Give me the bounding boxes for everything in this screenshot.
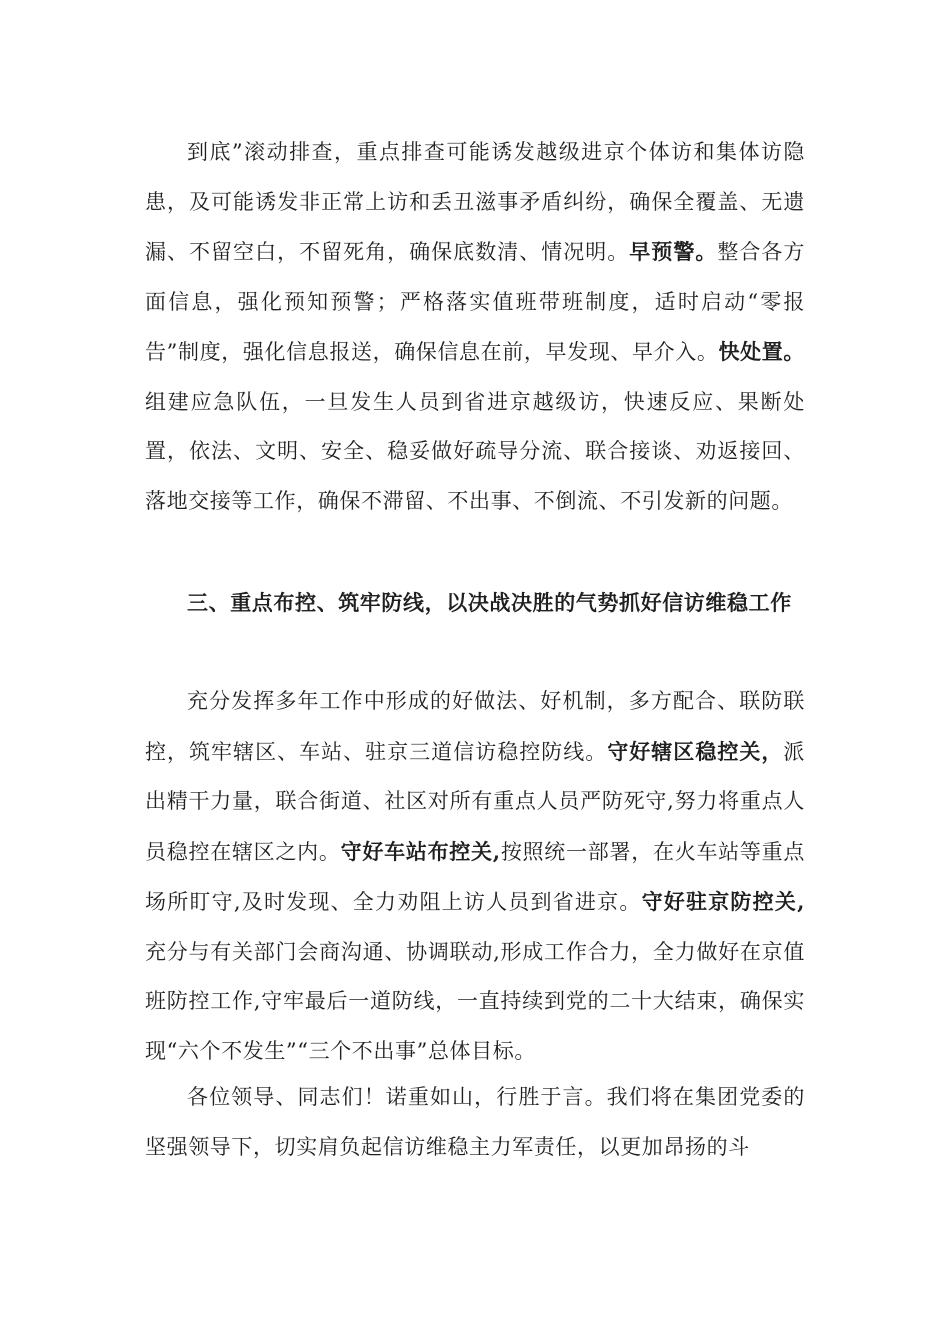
- bold-lead-fast-response: 快处置。: [718, 339, 805, 364]
- paragraph-text: 充分发挥多年工作中形成的好做法、好机制，多方配合、联防联控，筑牢辖区、车站、驻京三道信访稳控防线。: [145, 689, 805, 764]
- bold-lead-beijing: 守好驻京防控关,: [641, 889, 805, 914]
- paragraph-early-warning: [145, 128, 805, 526]
- paragraph-closing: 各位领导、同志们！诺重如山，行胜于言。我们将在集团党委的坚强领导下，切实肩负起信访维稳主力军责任，以更加昂扬的斗: [145, 1085, 805, 1159]
- section-heading-3: 三、重点布控、筑牢防线，以决战决胜的气势抓好信访维稳工作: [187, 590, 792, 615]
- paragraph-text: 整合各方面信息，强化预知预警；严格落实值班带班制度，适时启动“零报告”制度，强化信息报送，确保信息在前，早发现、早介入。: [145, 240, 805, 364]
- bold-lead-early-warning: 早预警。: [629, 239, 718, 264]
- paragraph-text: 到底”滚动排查，重点排查可能诱发越级进京个体访和集体访隐患，及可能诱发非正常上访和丢丑滋事矛盾纠纷，确保全覆盖、无遗漏、不留空白，不留死角，确保底数清、情况明。: [145, 140, 805, 264]
- bold-lead-station: 守好车站布控关,: [340, 838, 501, 864]
- paragraph-text: 充分与有关部门会商沟通、协调联动,形成工作合力，全力做好在京值班防控工作,守牢最后一道防线，一直持续到党的二十大结束，确保实现“六个不发生”“三个不出事”总体目标。: [145, 939, 805, 1063]
- paragraph-defense-lines: [145, 677, 805, 1076]
- paragraph-text: 组建应急队伍，一旦发生人员到省进京越级访，快速反应、果断处置，依法、文明、安全、稳妥做好疏导分流、联合接谈、劝返接回、落地交接等工作，确保不滞留、不出事、不倒流、不引发新的问题。: [145, 389, 805, 513]
- paragraph-text: 派出精干力量，联合街道、社区对所有重点人员严防死守,努力将重点人员稳控在辖区之内。: [145, 739, 805, 864]
- bold-lead-district: 守好辖区稳控关，: [607, 738, 784, 764]
- paragraph-text: 按照统一部署，在火车站等重点场所盯守,及时发现、全力劝阻上访人员到省进京。: [145, 839, 805, 914]
